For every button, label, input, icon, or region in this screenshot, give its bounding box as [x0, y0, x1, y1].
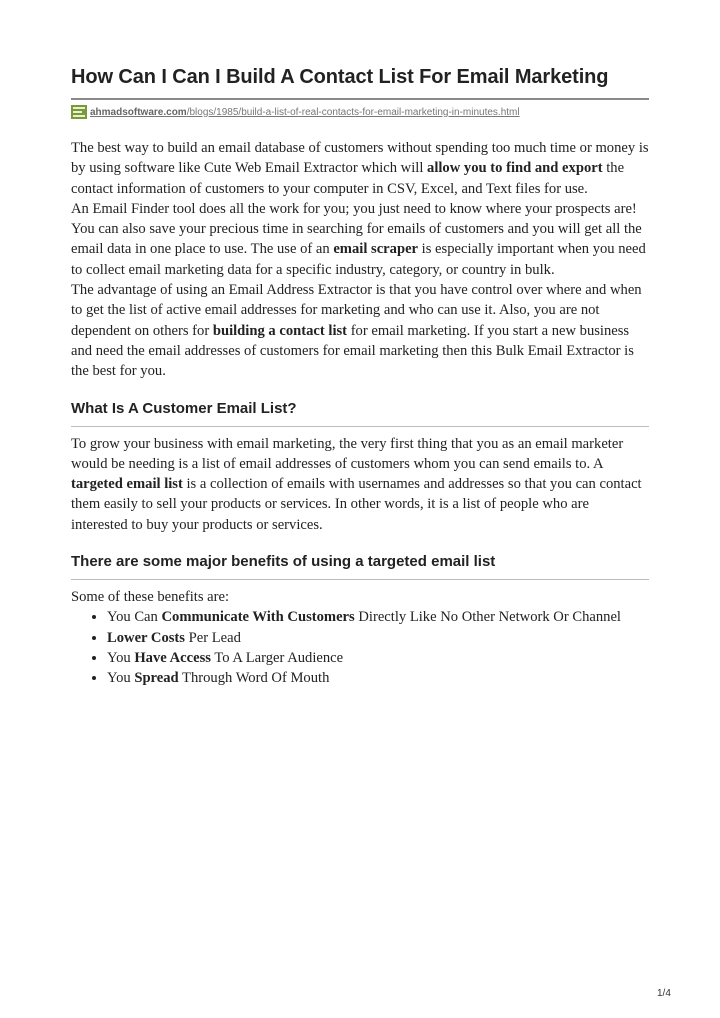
- benefits-lead: Some of these benefits are:: [71, 589, 230, 606]
- source-path: /blogs/1985/build-a-list-of-real-contacts-for-email-marketing-in-minutes.html: [186, 106, 520, 118]
- text: To A Larger Audience: [210, 649, 344, 666]
- text: To grow your business with email marketing, the very first thing that you as an email marketer would be needing is a list of email addresses of customers whom you can send emails to. A: [71, 435, 624, 472]
- bold-text: Communicate With Customers: [161, 609, 355, 626]
- intro-paragraph: [71, 138, 649, 199]
- section-body: [71, 587, 649, 688]
- section-customer-email-list: [71, 400, 649, 535]
- section-heading: What Is A Customer Email List?: [71, 399, 297, 417]
- list-item: [107, 668, 649, 688]
- text: You Can: [107, 609, 162, 626]
- text: the contact information of customers to your computer in CSV, Excel, and Text files for use.: [71, 160, 625, 197]
- list-item: [107, 648, 649, 668]
- page-number: 1/4: [657, 988, 671, 999]
- text: You: [107, 649, 135, 666]
- list-item: [107, 628, 649, 648]
- intro-paragraph: [71, 199, 649, 280]
- bold-text: targeted email list: [71, 476, 183, 493]
- bold-text: allow you to find and export: [427, 160, 603, 177]
- list-item: [107, 607, 649, 627]
- text: You: [107, 670, 135, 687]
- text: is especially important when you need to collect email marketing data for a specific industry, category, or country in bulk.: [71, 241, 646, 278]
- text: The best way to build an email database of customers without spending too much time or money is by using software like Cute Web Email Extractor which will: [71, 140, 649, 177]
- text: is a collection of emails with usernames and addresses so that you can contact them easily to sell your products or services. In other words, it is a list of people who are interested to buy your products or services.: [71, 476, 642, 533]
- text: An Email Finder tool does all the work for you; you just need to know where your prospects are! You can also save your precious time in searching for emails of customers and you will get all the email data in one place to use. The use of an: [71, 200, 642, 258]
- intro-paragraph: [71, 280, 649, 381]
- section-body: [71, 434, 649, 535]
- benefits-list: [71, 607, 649, 688]
- text: Per Lead: [184, 629, 241, 646]
- text: The advantage of using an Email Address Extractor is that you have control over where and when to get the list of active email addresses for marketing and who can use it. Also, you are not dependent on others for: [71, 282, 642, 339]
- section-heading: There are some major benefits of using a targeted email list: [71, 553, 496, 571]
- document-page: [71, 64, 649, 689]
- section-divider: [71, 579, 649, 580]
- title-divider: [71, 98, 649, 100]
- text: for email marketing. If you start a new business and need the email addresses of customers for email marketing then this Bulk Email Extractor is the best for you.: [71, 322, 634, 380]
- text: Directly Like No Other Network Or Channel: [354, 609, 621, 626]
- text: Through Word Of Mouth: [178, 670, 330, 687]
- source-link[interactable]: [90, 107, 520, 118]
- bold-text: email scraper: [333, 241, 419, 258]
- source-domain: ahmadsoftware.com: [90, 106, 187, 118]
- section-paragraph: [71, 434, 649, 535]
- bold-text: building a contact list: [212, 322, 348, 339]
- bold-text: Have Access: [134, 649, 211, 666]
- bold-text: Spread: [134, 670, 179, 687]
- section-benefits: [71, 553, 649, 688]
- page-title: How Can I Can I Build A Contact List For Email Marketing: [71, 66, 609, 88]
- site-favicon-icon: [71, 105, 87, 119]
- bold-text: Lower Costs: [107, 629, 185, 646]
- intro-section: [71, 138, 649, 382]
- section-divider: [71, 426, 649, 427]
- source-url: [71, 105, 649, 119]
